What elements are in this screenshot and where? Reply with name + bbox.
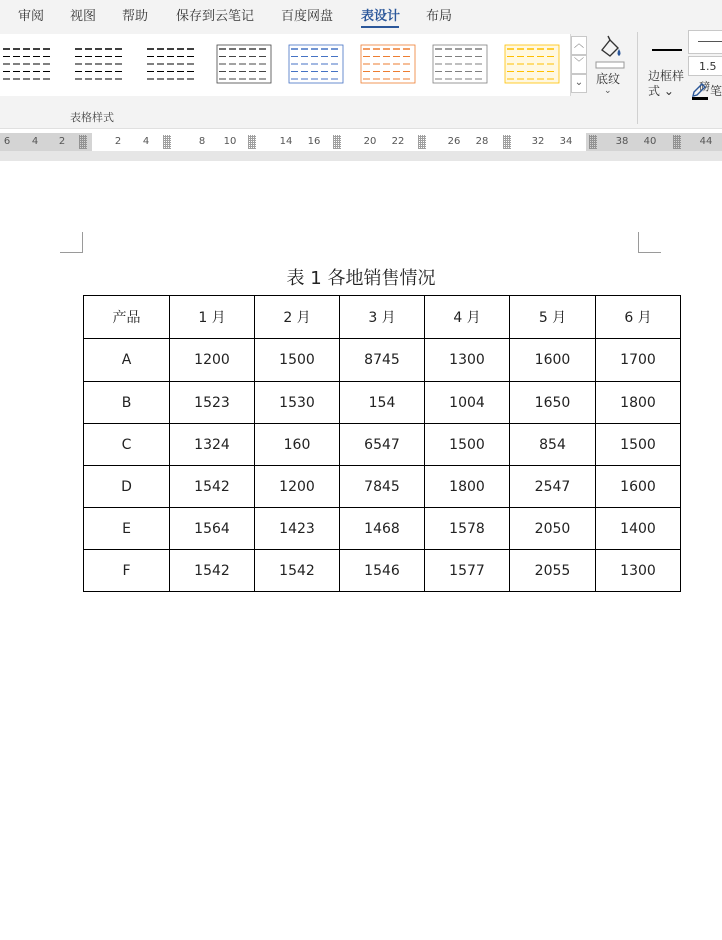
ruler-column-marker[interactable]: [248, 135, 256, 149]
pen-color-label: 笔: [710, 84, 722, 98]
table-caption[interactable]: 表 1 各地销售情况: [286, 268, 436, 289]
table-style-option[interactable]: [72, 44, 128, 84]
ruler-tick: 2: [58, 136, 66, 147]
table-row: [84, 466, 681, 508]
table-cell[interactable]: 7845: [340, 466, 425, 508]
tab-baidu-netdisk[interactable]: 百度网盘: [281, 9, 334, 24]
table-cell[interactable]: 1600: [510, 339, 596, 382]
table-row: [84, 550, 681, 592]
ruler-tick: 34: [559, 136, 573, 147]
tab-table-design[interactable]: 表设计: [361, 9, 401, 24]
table-cell[interactable]: 8745: [340, 339, 425, 382]
table-cell[interactable]: 154: [340, 382, 425, 424]
table-cell[interactable]: 1300: [596, 550, 681, 592]
table-style-option[interactable]: [288, 44, 344, 84]
table-cell[interactable]: 2055: [510, 550, 596, 592]
ribbon-tab-bar: [0, 0, 722, 28]
table-cell[interactable]: 1004: [425, 382, 510, 424]
table-style-option[interactable]: [432, 44, 488, 84]
ruler-column-marker[interactable]: [503, 135, 511, 149]
border-style-preview[interactable]: [652, 49, 682, 51]
ruler-tick: 44: [699, 136, 713, 147]
tab-view[interactable]: 视图: [70, 9, 97, 24]
ruler-indent-marker[interactable]: [79, 135, 87, 149]
ruler-tick: 4: [142, 136, 150, 147]
group-separator: [637, 32, 638, 124]
sales-table[interactable]: [83, 295, 681, 592]
ruler-tick: 40: [643, 136, 657, 147]
table-cell[interactable]: 1650: [510, 382, 596, 424]
ruler-column-marker[interactable]: [418, 135, 426, 149]
gallery-scroll-up-button[interactable]: ︿: [571, 36, 587, 55]
table-cell[interactable]: 1500: [255, 339, 340, 382]
tab-review[interactable]: 审阅: [18, 9, 45, 24]
ruler-indent-marker[interactable]: [673, 135, 681, 149]
gallery-scroll-down-button[interactable]: ﹀: [571, 55, 587, 74]
table-header-row: [84, 296, 681, 339]
tab-help[interactable]: 帮助: [122, 9, 149, 24]
table-cell[interactable]: 1542: [255, 550, 340, 592]
table-cell[interactable]: 1546: [340, 550, 425, 592]
table-header-cell[interactable]: 5 月: [510, 296, 596, 339]
table-cell[interactable]: E: [84, 508, 170, 550]
table-cell[interactable]: 1578: [425, 508, 510, 550]
table-cell[interactable]: 160: [255, 424, 340, 466]
table-cell[interactable]: 1324: [170, 424, 255, 466]
table-cell[interactable]: 1530: [255, 382, 340, 424]
ribbon-panel: [0, 28, 722, 129]
ruler-tick: 16: [307, 136, 321, 147]
table-cell[interactable]: 1523: [170, 382, 255, 424]
ruler-tick: 32: [531, 136, 545, 147]
table-styles-gallery: [0, 34, 571, 96]
table-cell[interactable]: 1564: [170, 508, 255, 550]
table-style-option[interactable]: [144, 44, 200, 84]
table-cell[interactable]: 1500: [596, 424, 681, 466]
ruler-column-marker[interactable]: [163, 135, 171, 149]
gallery-more-button[interactable]: ⌄: [571, 74, 587, 93]
table-cell[interactable]: 1542: [170, 466, 255, 508]
table-row: [84, 424, 681, 466]
table-cell[interactable]: 1423: [255, 508, 340, 550]
ruler-tick: 8: [198, 136, 206, 147]
table-header-cell[interactable]: 3 月: [340, 296, 425, 339]
table-cell[interactable]: D: [84, 466, 170, 508]
pen-weight-dropdown[interactable]: 1.5 磅: [688, 56, 722, 76]
table-cell[interactable]: 1500: [425, 424, 510, 466]
margin-corner-mark: [638, 232, 661, 253]
document-canvas-gap: [0, 151, 722, 161]
ruler-tick: 20: [363, 136, 377, 147]
table-header-cell[interactable]: 4 月: [425, 296, 510, 339]
ruler-tick: 10: [223, 136, 237, 147]
tab-layout[interactable]: 布局: [426, 9, 453, 24]
ruler-tick: 14: [279, 136, 293, 147]
table-cell[interactable]: A: [84, 339, 170, 382]
ruler-tick: 22: [391, 136, 405, 147]
table-cell[interactable]: 1800: [425, 466, 510, 508]
table-cell[interactable]: 1800: [596, 382, 681, 424]
table-cell[interactable]: F: [84, 550, 170, 592]
table-cell[interactable]: 1200: [170, 339, 255, 382]
table-cell[interactable]: 2050: [510, 508, 596, 550]
table-cell[interactable]: 1468: [340, 508, 425, 550]
table-row: [84, 339, 681, 382]
ruler-column-marker[interactable]: [333, 135, 341, 149]
line-style-preview: [698, 41, 722, 42]
table-header-cell[interactable]: 2 月: [255, 296, 340, 339]
table-header-cell[interactable]: 6 月: [596, 296, 681, 339]
margin-corner-mark: [60, 232, 83, 253]
table-cell[interactable]: 1200: [255, 466, 340, 508]
pen-color-icon[interactable]: [690, 80, 710, 100]
table-cell[interactable]: 6547: [340, 424, 425, 466]
table-cell[interactable]: 1300: [425, 339, 510, 382]
line-style-dropdown[interactable]: [688, 30, 722, 54]
tab-save-to-cloud-note[interactable]: 保存到云笔记: [176, 9, 255, 24]
table-cell[interactable]: 1577: [425, 550, 510, 592]
table-cell[interactable]: C: [84, 424, 170, 466]
table-style-option[interactable]: [0, 44, 56, 84]
table-row: [84, 508, 681, 550]
paint-bucket-icon: [592, 32, 628, 70]
horizontal-ruler[interactable]: [0, 133, 722, 151]
ruler-tick: 4: [31, 136, 39, 147]
table-cell[interactable]: 1400: [596, 508, 681, 550]
table-cell[interactable]: 1542: [170, 550, 255, 592]
table-cell[interactable]: 1600: [596, 466, 681, 508]
table-style-option[interactable]: [216, 44, 272, 84]
table-row: [84, 382, 681, 424]
chevron-down-icon: ⌄: [604, 86, 612, 96]
table-cell[interactable]: 1700: [596, 339, 681, 382]
border-styles-label[interactable]: 边框样 式 ⌄: [648, 69, 685, 98]
ruler-tick: 28: [475, 136, 489, 147]
shading-label: 底纹: [596, 72, 621, 86]
ruler-tick: 38: [615, 136, 629, 147]
table-header-cell[interactable]: 1 月: [170, 296, 255, 339]
ruler-tick: 6: [3, 136, 11, 147]
table-style-option[interactable]: [504, 44, 560, 84]
table-cell[interactable]: 854: [510, 424, 596, 466]
table-header-cell[interactable]: 产品: [84, 296, 170, 339]
table-cell[interactable]: 2547: [510, 466, 596, 508]
table-cell[interactable]: B: [84, 382, 170, 424]
ruler-tick: 26: [447, 136, 461, 147]
table-style-option[interactable]: [360, 44, 416, 84]
ruler-tick: 2: [114, 136, 122, 147]
table-styles-group-label: 表格样式: [70, 111, 114, 124]
ruler-column-marker[interactable]: [589, 135, 597, 149]
